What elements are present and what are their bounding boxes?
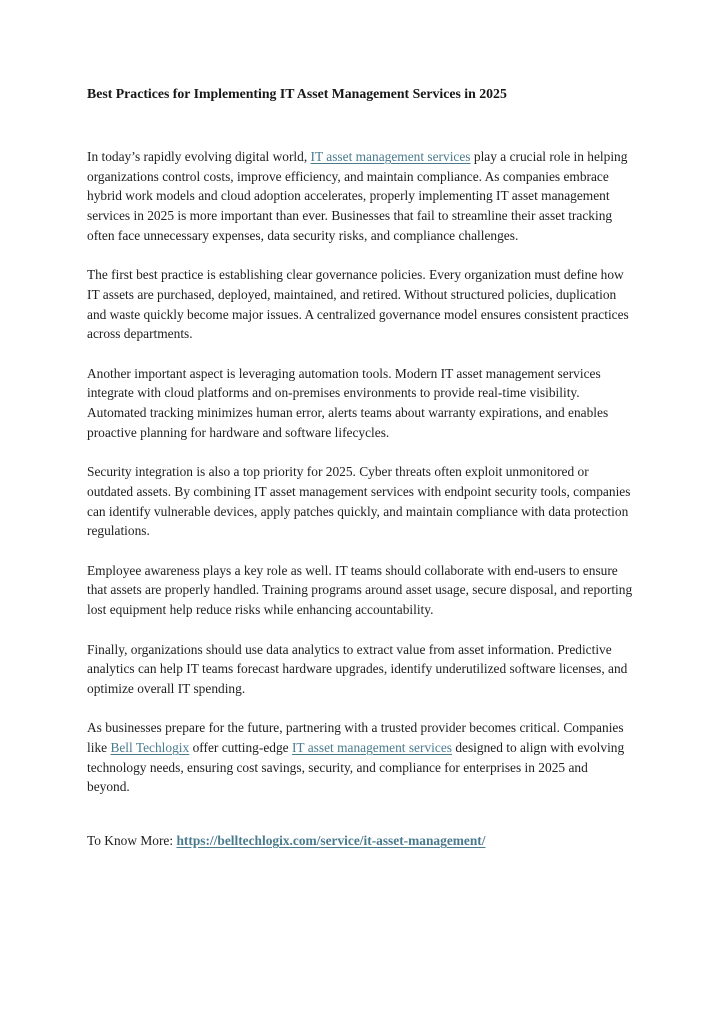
paragraph-security: Security integration is also a top priority for 2025. Cyber threats often exploit unmonitored or outdated assets. By combining IT asset management services with endpoint security tools, companies can identify vulnerable devices, apply patches quickly, and maintain compliance with data protection regulations. (87, 464, 631, 539)
paragraph-automation: Another important aspect is leveraging automation tools. Modern IT asset management services integrate with cloud platforms and on-premises environments to provide real-time visibility. Automated tracking minimizes human error, alerts teams about warranty expirations, and enables proactive planning for hardware and software lifecycles. (87, 365, 609, 440)
paragraph-conclusion (87, 718, 633, 797)
it-asset-management-services-link-2[interactable]: IT asset management services (291, 740, 452, 755)
paragraph-text: As businesses prepare for the future, partnering with a trusted provider becomes critical. Companies like (87, 720, 624, 755)
know-more-url-link[interactable]: https://belltechlogix.com/service/it-asset-management/ (176, 833, 486, 849)
paragraph-governance: The first best practice is establishing clear governance policies. Every organization must define how IT assets are purchased, deployed, maintained, and retired. Without structured policies, duplication and waste quickly become major issues. A centralized governance model ensures consistent practices across departments. (87, 267, 629, 342)
paragraph-data-analytics: Finally, organizations should use data analytics to extract value from asset information. Predictive analytics can help IT teams forecast hardware upgrades, identify underutilized software licenses, and optimize overall IT spending. (87, 641, 628, 696)
know-more-label: To Know More: (87, 833, 177, 849)
paragraph-text: play a crucial role in helping organizations control costs, improve efficiency, and maintain compliance. As companies embrace hybrid work models and cloud adoption accelerates, properly implementing IT asset management services in 2025 is more important than ever. Businesses that fail to streamline their asset tracking often face unnecessary expenses, data security risks, and compliance challenges. (87, 149, 628, 243)
document-title: Best Practices for Implementing IT Asset Management Services in 2025 (87, 86, 507, 101)
paragraph-employee-awareness: Employee awareness plays a key role as well. IT teams should collaborate with end-users to ensure that assets are properly handled. Training programs around asset usage, secure disposal, and reporting lost equipment help reduce risks while enhancing accountability. (87, 562, 633, 618)
paragraph-intro (87, 147, 633, 246)
paragraph-text: offer cutting-edge (189, 740, 292, 755)
paragraph-text: designed to align with evolving technology needs, ensuring cost savings, security, and compliance for enterprises in 2025 and beyond. (87, 740, 625, 795)
bell-techlogix-link[interactable]: Bell Techlogix (110, 740, 190, 755)
know-more-line (87, 831, 633, 851)
it-asset-management-services-link[interactable]: IT asset management services (310, 149, 471, 164)
paragraph-text: In today’s rapidly evolving digital world, (87, 149, 311, 164)
